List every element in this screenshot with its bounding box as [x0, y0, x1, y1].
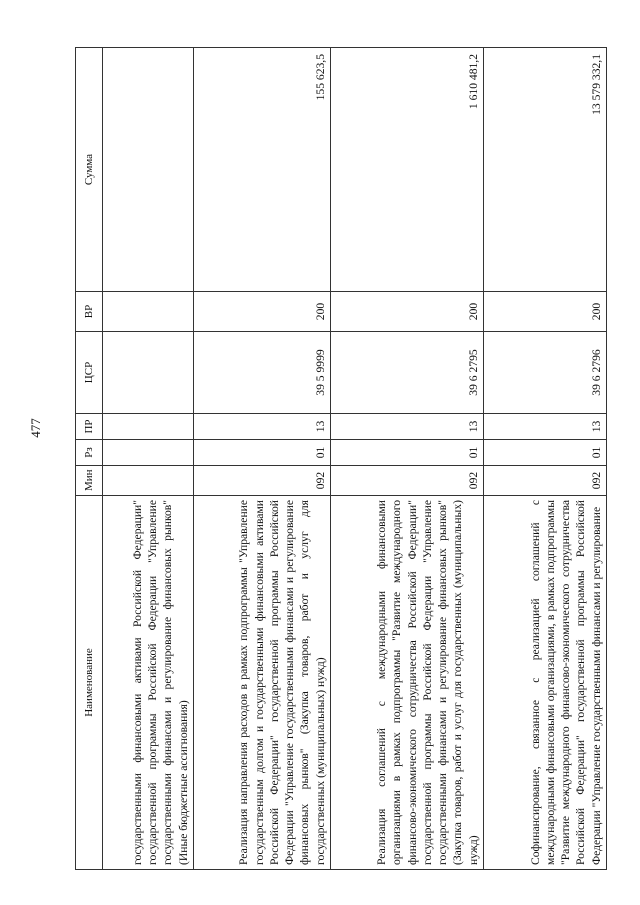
header-min: Мин [76, 466, 103, 496]
row-pr: 13 [484, 414, 607, 440]
header-name: Наименование [76, 496, 103, 870]
row-csr [103, 332, 194, 414]
row-csr: 39 5 9999 [194, 332, 331, 414]
row-vr: 200 [331, 292, 484, 332]
row-vr: 200 [484, 292, 607, 332]
row-name: государственными финансовыми активами Российской Федерации" государственной программы Российской Федерации "Управление государственными финансами и регулирование финансовых рынков" (Иные бюджетные ассигнования) [103, 496, 194, 870]
row-pr [103, 414, 194, 440]
row-csr: 39 6 2796 [484, 332, 607, 414]
table-row [103, 48, 194, 870]
row-pr: 13 [194, 414, 331, 440]
row-name: Реализация соглашений с международными финансовыми организациями в рамках подпрограммы "Развитие международного финансово-экономического сотрудничества Российской Федерации" государственной программы Российской Федерации "Управление государственными финансами и регулирование финансовых рынков" (Закупка товаров, работ и услуг для государственных (муниципальных) нужд) [331, 496, 484, 870]
table-header-row [76, 48, 103, 870]
row-vr [103, 292, 194, 332]
row-rz [103, 440, 194, 466]
row-sum: 13 579 332,1 [484, 48, 607, 292]
row-vr: 200 [194, 292, 331, 332]
table-row [331, 48, 484, 870]
row-sum: 1 610 481,2 [331, 48, 484, 292]
row-rz: 01 [194, 440, 331, 466]
header-csr: ЦСР [76, 332, 103, 414]
row-rz: 01 [484, 440, 607, 466]
row-name: Реализация направления расходов в рамках подпрограммы "Управление государственным долгом и государственными финансовыми активами Российской Федерации" государственной программы Российской Федерации "Управление государственными финансами и регулирование финансовых рынков" (Закупка товаров, работ и услуг для государственных (муниципальных) нужд) [194, 496, 331, 870]
row-sum: 155 623,5 [194, 48, 331, 292]
row-name: Софинансирование, связанное с реализацией соглашений с международными финансовыми организациями, в рамках подпрограммы "Развитие международного финансово-экономического сотрудничества Российской Федерации" государственной программы Российской Федерации "Управление государственными финансами и регулирование [484, 496, 607, 870]
row-min: 092 [331, 466, 484, 496]
page-number: 477 [28, 418, 43, 438]
row-csr: 39 6 2795 [331, 332, 484, 414]
header-sum: Сумма [76, 48, 103, 292]
row-min: 092 [194, 466, 331, 496]
row-rz: 01 [331, 440, 484, 466]
header-pr: ПР [76, 414, 103, 440]
row-pr: 13 [331, 414, 484, 440]
row-sum [103, 48, 194, 292]
budget-table-sheet [75, 48, 603, 870]
table-row [484, 48, 607, 870]
row-min: 092 [484, 466, 607, 496]
header-vr: ВР [76, 292, 103, 332]
table-row [194, 48, 331, 870]
budget-table [75, 47, 607, 870]
header-rz: Рз [76, 440, 103, 466]
row-min [103, 466, 194, 496]
